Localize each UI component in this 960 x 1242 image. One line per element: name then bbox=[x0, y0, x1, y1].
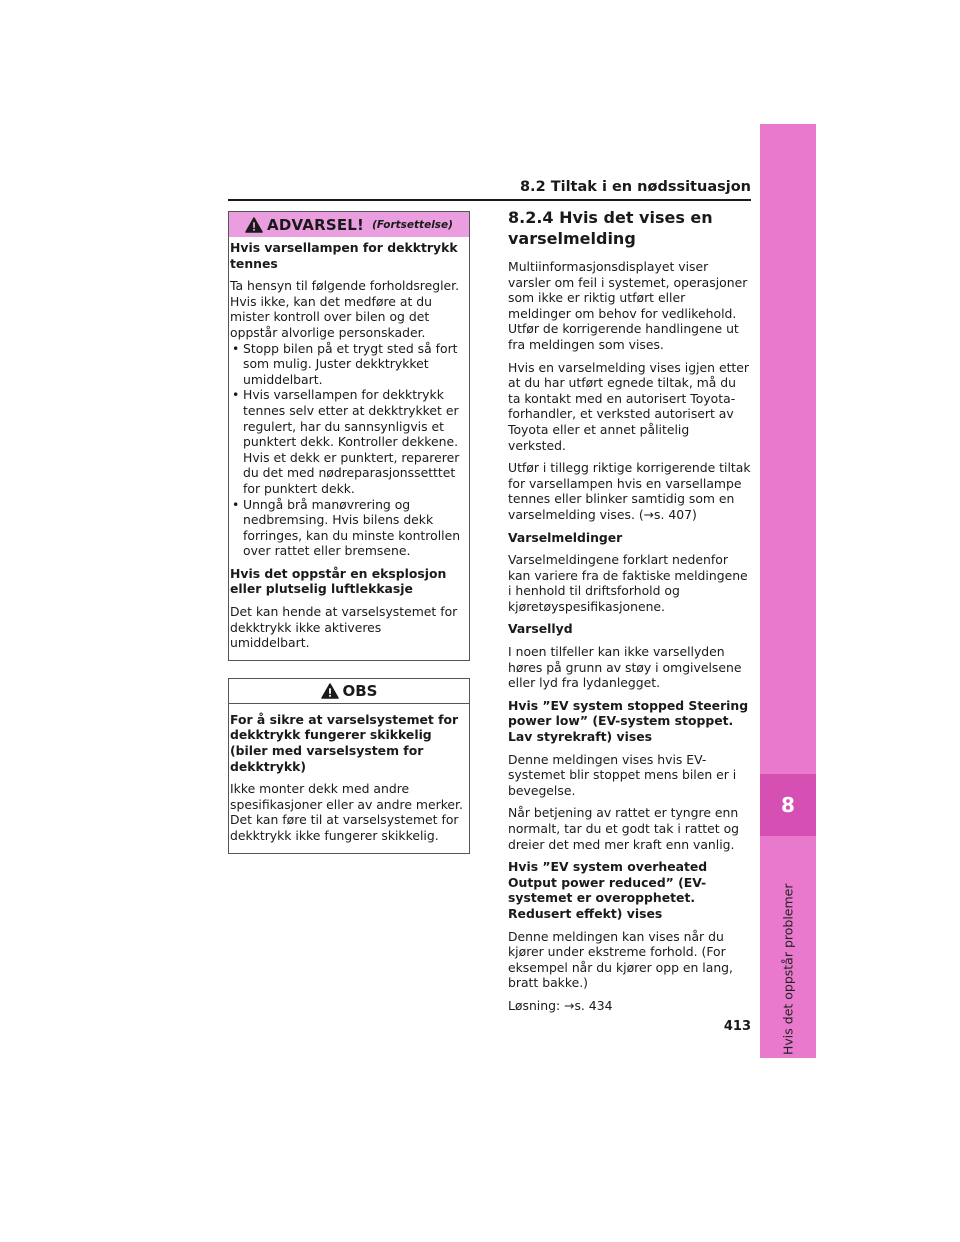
warning-header bbox=[229, 211, 469, 237]
obs-paragraph: Ikke monter dekk med andre spesifikasjoner eller av andre merker. Det kan føre til at varselsystemet for dekktrykk ikke fungerer skikkelig. bbox=[230, 781, 463, 843]
warning-bullet-list bbox=[230, 341, 463, 559]
page-reference-link[interactable]: (→s. 407) bbox=[638, 506, 697, 522]
warning-paragraph-1: Ta hensyn til følgende forholdsregler. Hvis ikke, kan det medføre at du mister kontroll over bilen og det oppstår alvorlige personskader. bbox=[230, 278, 460, 340]
paragraph-text: Utfør i tillegg riktige korrigerende tiltak for varsellampen hvis en varsellampe tennes eller blinker samtidig som en varselmelding vises. bbox=[508, 460, 751, 522]
page-reference-link[interactable]: →s. 434 bbox=[564, 997, 613, 1013]
warning-heading-1: Hvis varsellampen for dekktrykk tennes bbox=[230, 240, 458, 271]
warning-heading-2: Hvis det oppstår en eksplosjon eller plutselig luftlekkasje bbox=[230, 565, 447, 597]
obs-header bbox=[229, 678, 469, 704]
paragraph: Varselmeldingene forklart nedenfor kan variere fra de faktiske meldingene i henhold til driftsforhold og kjøretøyspesifikasjonene. bbox=[508, 552, 748, 614]
obs-heading: For å sikre at varselsystemet for dekktrykk fungerer skikkelig (biler med varselsystem for dekktrykk) bbox=[230, 711, 459, 774]
warning-paragraph-2: Det kan hende at varselsystemet for dekktrykk ikke aktiveres umiddelbart. bbox=[230, 604, 458, 651]
solution-line bbox=[508, 998, 751, 1014]
obs-body bbox=[229, 704, 469, 853]
warning-box bbox=[228, 211, 470, 661]
paragraph: Denne meldingen vises hvis EV-systemet blir stoppet mens bilen er i bevegelse. bbox=[508, 751, 737, 798]
warning-bullet: • Unngå brå manøvrering og nedbremsing. Hvis bilens dekk forringes, kan du minste kontrollen over rattet eller bremsene. bbox=[230, 497, 463, 559]
right-column bbox=[508, 207, 751, 1021]
chapter-title: Hvis det oppstår problemer bbox=[780, 883, 796, 1055]
paragraph-with-reference bbox=[508, 460, 751, 522]
left-column bbox=[228, 211, 470, 854]
section-heading: 8.2.4 Hvis det vises en varselmelding bbox=[508, 208, 713, 248]
warning-bullet: • Hvis varsellampen for dekktrykk tennes selv etter at dekktrykket er regulert, har du sannsynligvis et punktert dekk. Kontroller dekkene. Hvis et dekk er punktert, reparerer du det med nødreparasjonssetttet for punktert dekk. bbox=[230, 387, 463, 496]
warning-subtitle: (Fortsettelse) bbox=[372, 218, 453, 231]
header-rule bbox=[228, 199, 751, 201]
section-header: 8.2 Tiltak i en nødssituasjon bbox=[519, 179, 751, 195]
subheading-steering-power-low: Hvis ”EV system stopped Steering power low” (EV-system stoppet. Lav styrekraft) vises bbox=[508, 697, 749, 745]
obs-title: OBS bbox=[342, 681, 378, 700]
obs-box bbox=[228, 678, 470, 854]
paragraph: I noen tilfeller kan ikke varsellyden høres på grunn av støy i omgivelsene eller lyd fra lydanlegget. bbox=[508, 644, 742, 691]
subheading-varselmeldinger: Varselmeldinger bbox=[508, 529, 623, 545]
paragraph: Multiinformasjonsdisplayet viser varsler om feil i systemet, operasjoner som ikke er riktig utført eller meldinger om behov for vedlikehold. Utfør de korrigerende handlingene ut fra meldingen som vises. bbox=[508, 259, 748, 352]
paragraph: Hvis en varselmelding vises igjen etter at du har utført egnede tiltak, må du ta kontakt med en autorisert Toyota-forhandler, et verksted autorisert av Toyota eller et annet pålitelig verksted. bbox=[508, 359, 750, 453]
chapter-number: 8 bbox=[781, 793, 795, 817]
paragraph: Denne meldingen kan vises når du kjører under ekstreme forhold. (For eksempel når du kjører opp en lang, bratt bakke.) bbox=[508, 928, 733, 991]
subheading-varsellyd: Varsellyd bbox=[508, 621, 573, 637]
page-number: 413 bbox=[723, 1019, 751, 1034]
caution-triangle-icon bbox=[321, 683, 339, 699]
warning-body bbox=[229, 237, 469, 660]
subheading-ev-overheated: Hvis ”EV system overheated Output power reduced” (EV-systemet er overopphetet. Redusert effekt) vises bbox=[508, 859, 708, 921]
paragraph: Når betjening av rattet er tyngre enn normalt, tar du et godt tak i rattet og dreier det med mer kraft enn vanlig. bbox=[508, 805, 740, 852]
warning-triangle-icon bbox=[245, 217, 263, 233]
solution-label: Løsning: bbox=[508, 997, 561, 1013]
chapter-number-tab[interactable] bbox=[760, 774, 816, 836]
warning-bullet: • Stopp bilen på et trygt sted så fort som mulig. Juster dekktrykket umiddelbart. bbox=[230, 341, 463, 388]
warning-title: ADVARSEL! bbox=[267, 215, 365, 234]
